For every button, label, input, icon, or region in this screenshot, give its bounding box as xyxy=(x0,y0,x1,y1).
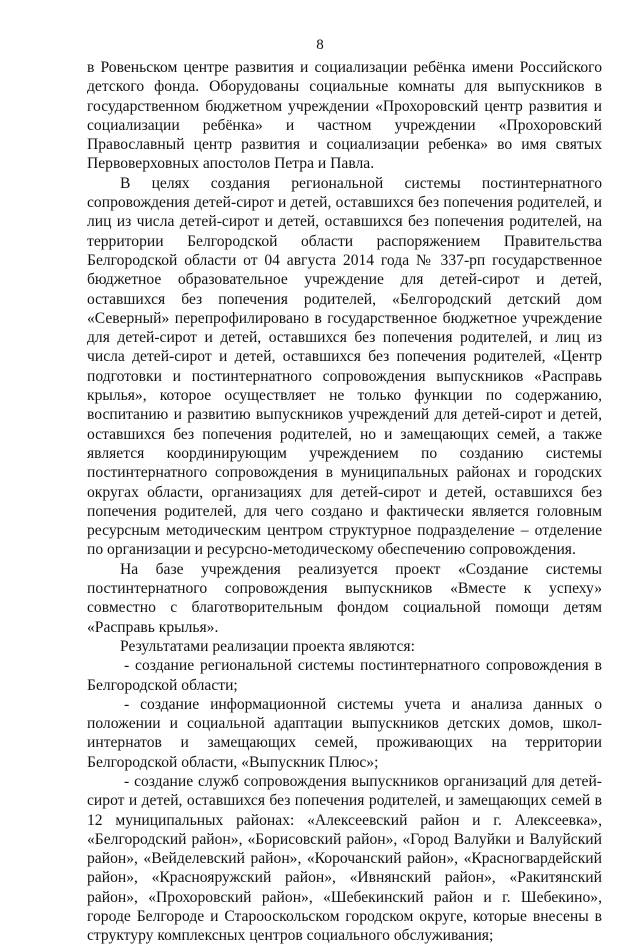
document-body xyxy=(87,58,602,946)
paragraph-continuation: в Ровеньском центре развития и социализации ребёнка имени Российского детского фонда. Оборудованы социальные комнаты для выпускников в государственном бюджетном учреждении «Прохоровский центр развития и социализации ребёнка» и частном учреждении «Прохоровский Православный центр развития и социализации ребенка» во имя святых Первоверховных апостолов Петра и Павла. xyxy=(87,59,602,173)
paragraph-results-intro: Результатами реализации проекта являются: xyxy=(120,637,415,655)
page-number: 8 xyxy=(316,37,324,53)
list-item-regional-system: - создание региональной системы постинтернатного сопровождения в Белгородской области; xyxy=(87,657,602,694)
list-item-support-services: - создание служб сопровождения выпускников организаций для детей-сирот и детей, оставшихся без попечения родителей, и замещающих семей в 12 муниципальных районах: «Алексеевский район и г. Алексеевка», «Белгородский район», «Борисовский район», «Город Валуйки и Валуйский район», «Вейделевский район», «Корочанский район», «Красногвардейский район», «Краснояружский район», «Ивнянский район», «Ракитянский район», «Прохоровский район», «Шебекинский район и г. Шебекино», городе Белгороде и Старооскольском городском округе, которые внесены в структуру комплексных центров социального обслуживания; xyxy=(87,772,602,945)
paragraph-center-reprofiling: В целях создания региональной системы постинтернатного сопровождения детей-сирот и детей, оставшихся без попечения родителей, и лиц из числа детей-сирот и детей, оставшихся без попечения родителей, на территории Белгородской области распоряжением Правительства Белгородской области от 04 августа 2014 года № 337-рп государственное бюджетное образовательное учреждение для детей-сирот и детей, оставшихся без попечения родителей, «Белгородский детский дом «Северный» перепрофилировано в государственное бюджетное учреждение для детей-сирот и детей, оставшихся без попечения родителей, и лиц из числа детей-сирот и детей, оставшихся без попечения родителей, «Центр подготовки и постинтернатного сопровождения выпускников «Расправь крылья», которое осуществляет не только функции по содержанию, воспитанию и развитию выпускников учреждений для детей-сирот и детей, оставшихся без попечения родителей, но и замещающих семей, а также является координирующим учреждением по созданию системы постинтернатного сопровождения в муниципальных районах и городских округах области, организациях для детей-сирот и детей, оставшихся без попечения родителей, для чего создано и фактически является головным ресурсным методическим центром структурное подразделение – отделение по организации и ресурсно-методическому обеспечению сопровождения. xyxy=(87,174,602,559)
paragraph-project: На базе учреждения реализуется проект «Создание системы постинтернатного сопровождения выпускников «Вместе к успеху» совместно с благотворительным фондом социальной помощи детям «Расправь крылья». xyxy=(87,560,602,636)
list-item-information-system: - создание информационной системы учета и анализа данных о положении и социальной адаптации выпускников детских домов, школ-интернатов и замещающих семей, проживающих на территории Белгородской области, «Выпускник Плюс»; xyxy=(87,695,602,771)
